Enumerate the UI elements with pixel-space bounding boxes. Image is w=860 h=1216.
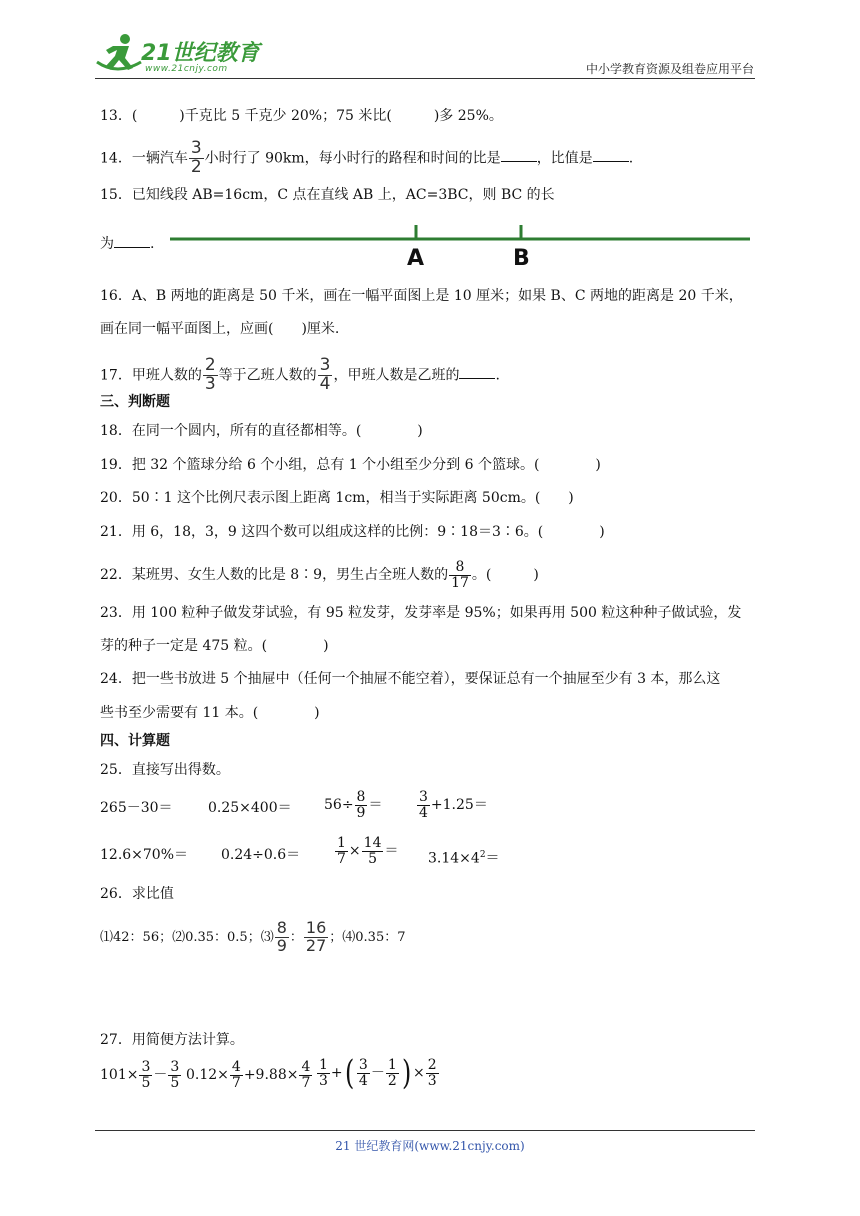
answer-blank[interactable] [114,235,150,248]
simplify-expression-1: 101× $\frac{3}{5}$ － $\frac{3}{5}$ [100,1059,180,1091]
calc-item: 0.25×400＝ [208,800,292,816]
calc-item: 12.6×70%＝ [100,847,189,863]
simplify-expression-3: $\frac{1}{3}$ +( $\frac{3}{4}$ － $\frac{1}{2}$ ) × $\frac{2}{3}$ [319,1053,437,1093]
question-14: 14．一辆汽车 $\frac{3}{2}$ 小时行了 90km，每小时行的路程和时间的比是 ，比值是 . [100,138,634,177]
header-logo [95,32,265,78]
calc-item: $3.14\times 4^2=$ [428,850,500,867]
segment-ab-figure [165,218,755,278]
question-24-line1: 24．把一些书放进 5 个抽屉中（任何一个抽屉不能空着），要保证总有一个抽屉至少有 3 本，那么这 [100,671,721,687]
footer-rule [95,1130,755,1131]
footer-text: 21 世纪教育网(www.21cnjy.com) [335,1139,525,1153]
point-label-a: A [407,246,425,271]
question-27: 27．用简便方法计算。 [100,1032,244,1048]
question-20: 20．50∶1 这个比例尺表示图上距离 1cm，相当于实际距离 50cm。( ) [100,490,574,506]
question-26: 26．求比值 [100,886,174,902]
answer-blank[interactable] [593,149,629,162]
logo-url: www.21cnjy.com [145,64,228,74]
fraction-8-17: $\frac{8}{17}$ [451,559,469,591]
header-rule [95,78,755,79]
question-21: 21．用 6，18，3，9 这四个数可以组成这样的比例：9∶18＝3∶6。( ) [100,524,605,540]
section-title-judgement: 三、判断题 [100,394,170,410]
section-title-calculation: 四、计算题 [100,733,170,749]
question-17: 17．甲班人数的 $\frac{2}{3}$ 等于乙班人数的 $\frac{3}{4}$ ，甲班人数是乙班的 . [100,355,500,394]
logo-text: 21世纪教育 [141,41,260,66]
question-13: 13．( )千克比 5 千克少 20%；75 米比( )多 25%。 [100,108,503,124]
simplify-expression-2: 0.12× $\frac{4}{7}$ +9.88× $\frac{4}{7}$ [186,1059,311,1091]
fraction-3-2: $\frac{3}{2}$ [190,138,202,177]
question-25: 25．直接写出得数。 [100,762,230,778]
question-15-line1: 15．已知线段 AB=16cm，C 点在直线 AB 上，AC=3BC，则 BC 的长 [100,187,555,203]
question-22: 22．某班男、女生人数的比是 8∶9，男生占全班人数的 $\frac{8}{17}$ 。( ) [100,559,539,591]
fraction-3-4: $\frac{3}{4}$ [319,355,331,394]
question-19: 19．把 32 个篮球分给 6 个小组，总有 1 个小组至少分到 6 个篮球。( ) [100,457,601,473]
fraction-2-3: $\frac{2}{3}$ [204,355,216,394]
question-15-line2: 为 . [100,236,155,252]
point-label-b: B [513,246,530,271]
runner-logo-icon [95,32,143,76]
calc-item: 0.24÷0.6＝ [221,847,301,863]
calc-item: $\frac{1}{7}$ × $\frac{14}{5}$ ＝ [337,835,399,867]
ratio-items: ⑴42：56；⑵0.35：0.5；⑶ $\frac{8}{9}$ ： $\frac{16}{27}$ ；⑷0.35：7 [100,918,406,955]
question-18: 18．在同一个圆内，所有的直径都相等。( ) [100,423,423,439]
question-23-line2: 芽的种子一定是 475 粒。( ) [100,638,329,654]
question-16-line2: 画在同一幅平面图上，应画( )厘米. [100,321,340,337]
platform-name: 中小学教育资源及组卷应用平台 [585,62,754,76]
calc-item: 56÷ $\frac{8}{9}$ ＝ [324,789,383,821]
answer-blank[interactable] [459,366,495,379]
question-23-line1: 23．用 100 粒种子做发芽试验，有 95 粒发芽，发芽率是 95%；如果再用 500 粒这种种子做试验，发 [100,605,742,621]
question-16-line1: 16．A、B 两地的距离是 50 千米，画在一幅平面图上是 10 厘米；如果 B、C 两地的距离是 20 千米， [100,288,743,304]
answer-blank[interactable] [501,149,537,162]
calc-item: 265－30＝ [100,800,173,816]
calc-item: $\frac{3}{4}$ +1.25＝ [419,789,488,821]
question-24-line2: 些书至少需要有 11 本。( ) [100,705,320,721]
